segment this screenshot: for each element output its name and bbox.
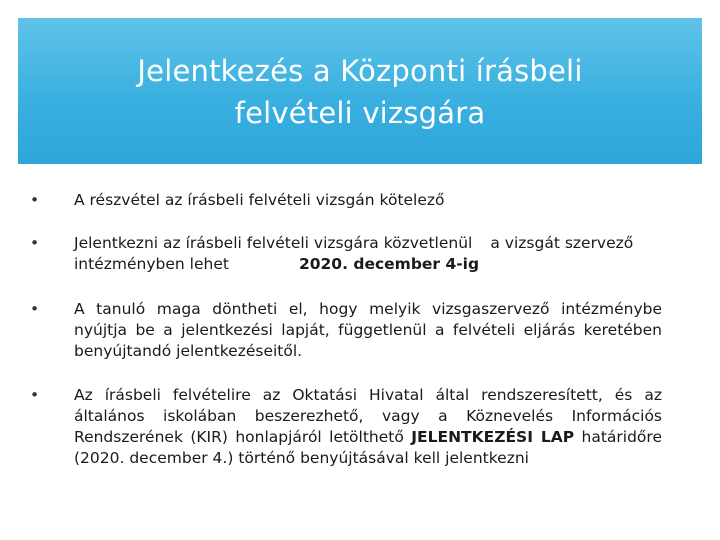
bullet-participation-text: A részvétel az írásbeli felvételi vizsgán kötelező: [74, 191, 445, 209]
bullet-application: [22, 233, 662, 275]
bullet-participation: [22, 190, 662, 211]
slide-title: [18, 50, 702, 134]
title-line-1: Jelentkezés a Központi írásbeli: [137, 54, 583, 88]
bullet-form: [22, 385, 662, 469]
bullet-list: [22, 190, 662, 469]
title-banner: [18, 18, 702, 164]
bullet-application-text-2: a vizsgát szervező intézményben: [74, 234, 634, 273]
bullet-choice: [22, 299, 662, 362]
title-line-2: felvételi vizsgára: [234, 96, 486, 130]
bullet-form-text-2: határidőre (2020. december 4.) történő benyújtásával kell jelentkezni: [74, 428, 662, 467]
bullet-form-emphasis: JELENTKEZÉSI LAP: [411, 428, 575, 446]
bullet-application-text-3: lehet: [189, 255, 229, 273]
bullet-choice-text: A tanuló maga döntheti el, hogy melyik vizsgaszervező intézménybe nyújtja be a jelentkezési lapját, függetlenül a felvételi eljárás keretében benyújtandó jelentkezéseitől.: [74, 300, 662, 360]
bullet-application-deadline: 2020. december 4-ig: [298, 255, 480, 273]
bullet-application-text-1: Jelentkezni az írásbeli felvételi vizsgára közvetlenül: [74, 234, 473, 252]
bullet-form-text-1: Az írásbeli felvételire az Oktatási Hivatal által rendszeresített, és az általános iskolában beszerezhető, vagy a Köznevelés Információs Rendszerének (KIR) honlapjáról letölthető: [74, 386, 662, 446]
